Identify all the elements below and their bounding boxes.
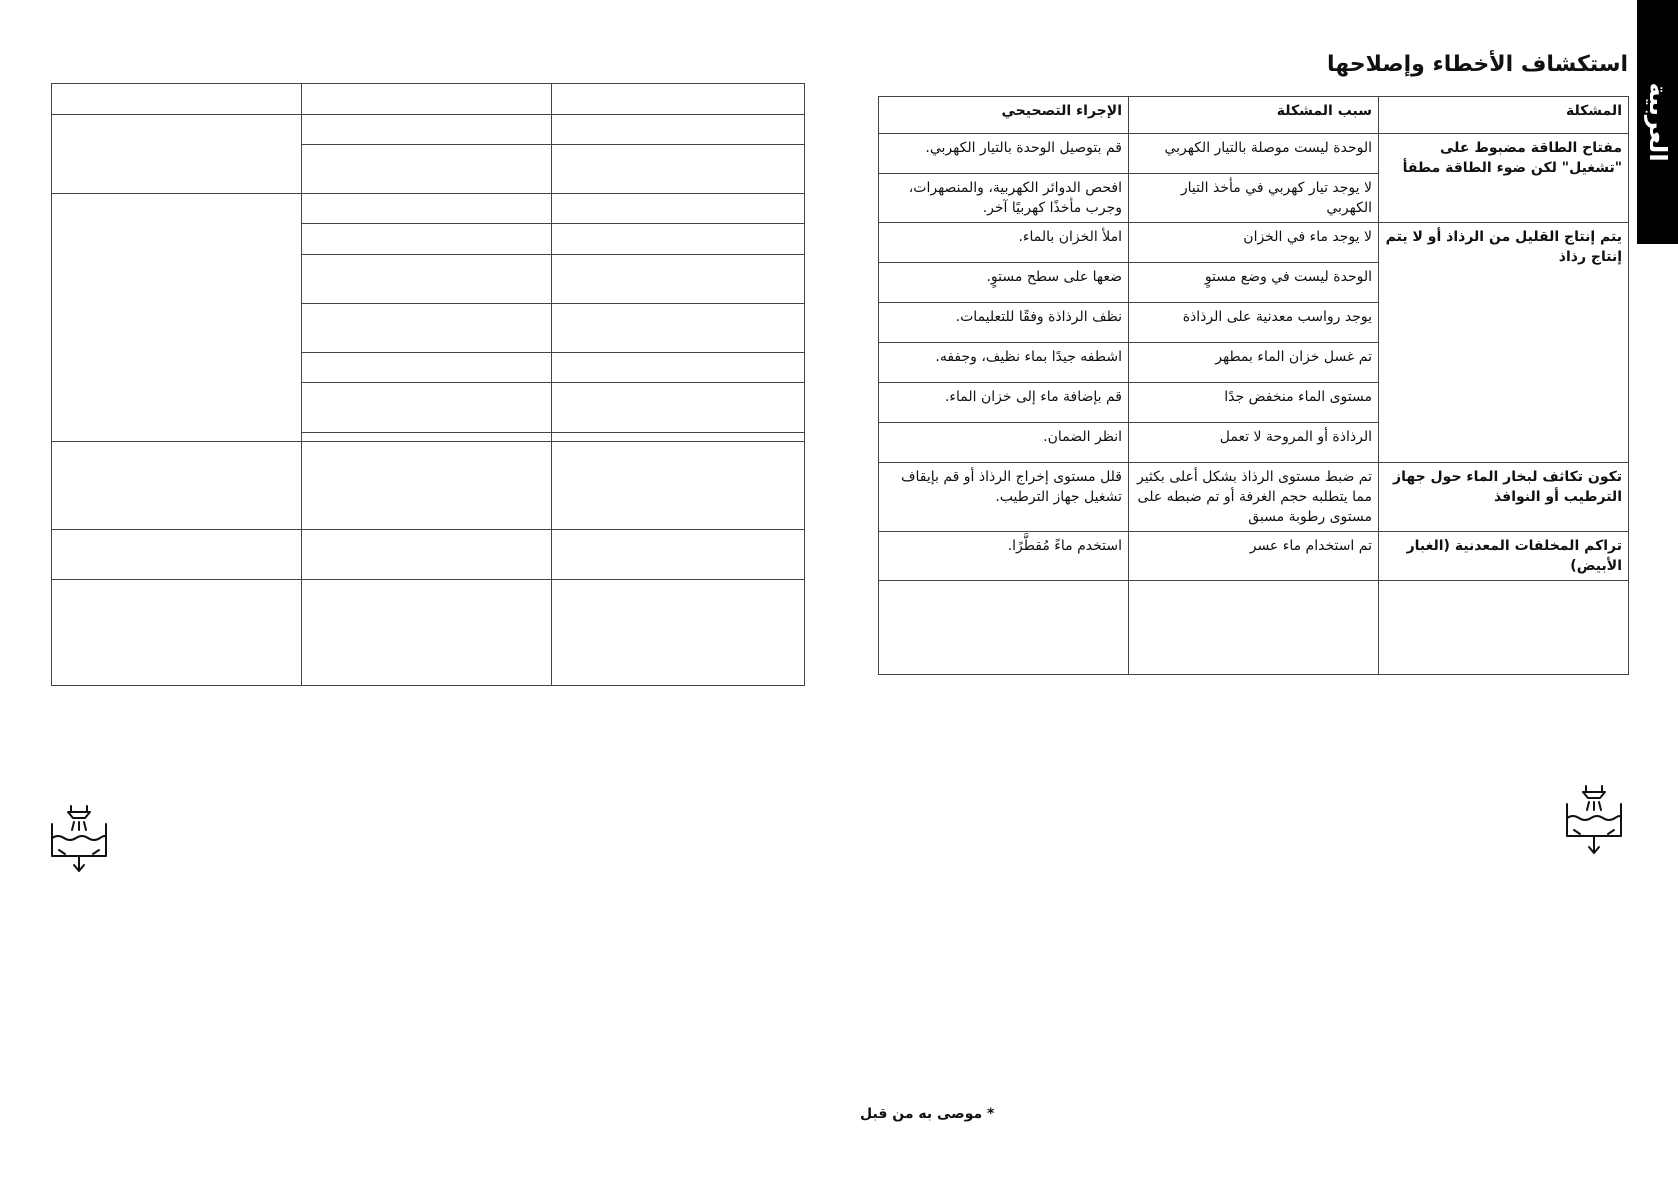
table-row — [52, 115, 805, 145]
cause-cell: لا يوجد تيار كهربي في مأخذ التيار الكهربي — [1129, 174, 1379, 223]
action-cell: نظف الرذاذة وفقًا للتعليمات. — [879, 303, 1129, 343]
problem-cell: تكون تكاثف لبخار الماء حول جهاز الترطيب أو النوافذ — [1379, 463, 1629, 532]
table-row — [52, 530, 805, 580]
cause-cell: تم استخدام ماء عسر — [1129, 532, 1379, 581]
action-cell: افحص الدوائر الكهربية، والمنصهرات، وجرب مأخذًا كهربيًا آخر. — [879, 174, 1129, 223]
table-row — [879, 463, 1629, 532]
empty-cell — [1379, 581, 1629, 675]
empty-cell — [1129, 581, 1379, 675]
action-cell: استخدم ماءً مُقطَّرًا. — [879, 532, 1129, 581]
table-row — [52, 84, 805, 115]
cause-cell: مستوى الماء منخفض جدًا — [1129, 383, 1379, 423]
table-row — [52, 194, 805, 224]
action-cell: قم بتوصيل الوحدة بالتيار الكهربي. — [879, 134, 1129, 174]
table-row — [879, 581, 1629, 675]
action-cell: اشطفه جيدًا بماء نظيف، وجففه. — [879, 343, 1129, 383]
action-cell: قم بإضافة ماء إلى خزان الماء. — [879, 383, 1129, 423]
cause-cell: الوحدة ليست موصلة بالتيار الكهربي — [1129, 134, 1379, 174]
table-row — [879, 532, 1629, 581]
table-row — [52, 580, 805, 686]
action-cell: انظر الضمان. — [879, 423, 1129, 463]
table-row — [52, 442, 805, 530]
cause-cell: تم غسل خزان الماء بمطهر — [1129, 343, 1379, 383]
cause-cell: يوجد رواسب معدنية على الرذاذة — [1129, 303, 1379, 343]
header-problem: المشكلة — [1379, 97, 1629, 134]
header-action: الإجراء التصحيحي — [879, 97, 1129, 134]
table-header-row — [879, 97, 1629, 134]
cause-cell: الوحدة ليست في وضع مستوٍ — [1129, 263, 1379, 303]
empty-cell — [879, 581, 1129, 675]
language-tab — [1637, 0, 1678, 244]
blank-troubleshooting-table — [51, 83, 805, 686]
cause-cell: الرذاذة أو المروحة لا تعمل — [1129, 423, 1379, 463]
table-row — [879, 223, 1629, 263]
action-cell: ضعها على سطح مستوٍ. — [879, 263, 1129, 303]
problem-cell: تراكم المخلفات المعدنية (الغبار الأبيض) — [1379, 532, 1629, 581]
basin-drain-icon — [49, 804, 109, 874]
language-tab-label: العربية — [1643, 82, 1672, 162]
action-cell: املأ الخزان بالماء. — [879, 223, 1129, 263]
page-title: استكشاف الأخطاء وإصلاحها — [1326, 52, 1628, 77]
basin-drain-icon — [1564, 784, 1624, 856]
cause-cell: لا يوجد ماء في الخزان — [1129, 223, 1379, 263]
table-row — [879, 134, 1629, 174]
troubleshooting-table — [878, 96, 1629, 675]
footnote: * موصى به من قبل — [860, 1106, 995, 1122]
problem-cell: يتم إنتاج القليل من الرذاذ أو لا يتم إنتاج رذاذ — [1379, 223, 1629, 463]
action-cell: قلل مستوى إخراج الرذاذ أو قم بإيقاف تشغيل جهاز الترطيب. — [879, 463, 1129, 532]
header-cause: سبب المشكلة — [1129, 97, 1379, 134]
problem-cell: مفتاح الطاقة مضبوط على "تشغيل" لكن ضوء الطاقة مطفأ — [1379, 134, 1629, 223]
cause-cell: تم ضبط مستوى الرذاذ بشكل أعلى بكثير مما يتطلبه حجم الغرفة أو تم ضبطه على مستوى رطوبة مسبق — [1129, 463, 1379, 532]
